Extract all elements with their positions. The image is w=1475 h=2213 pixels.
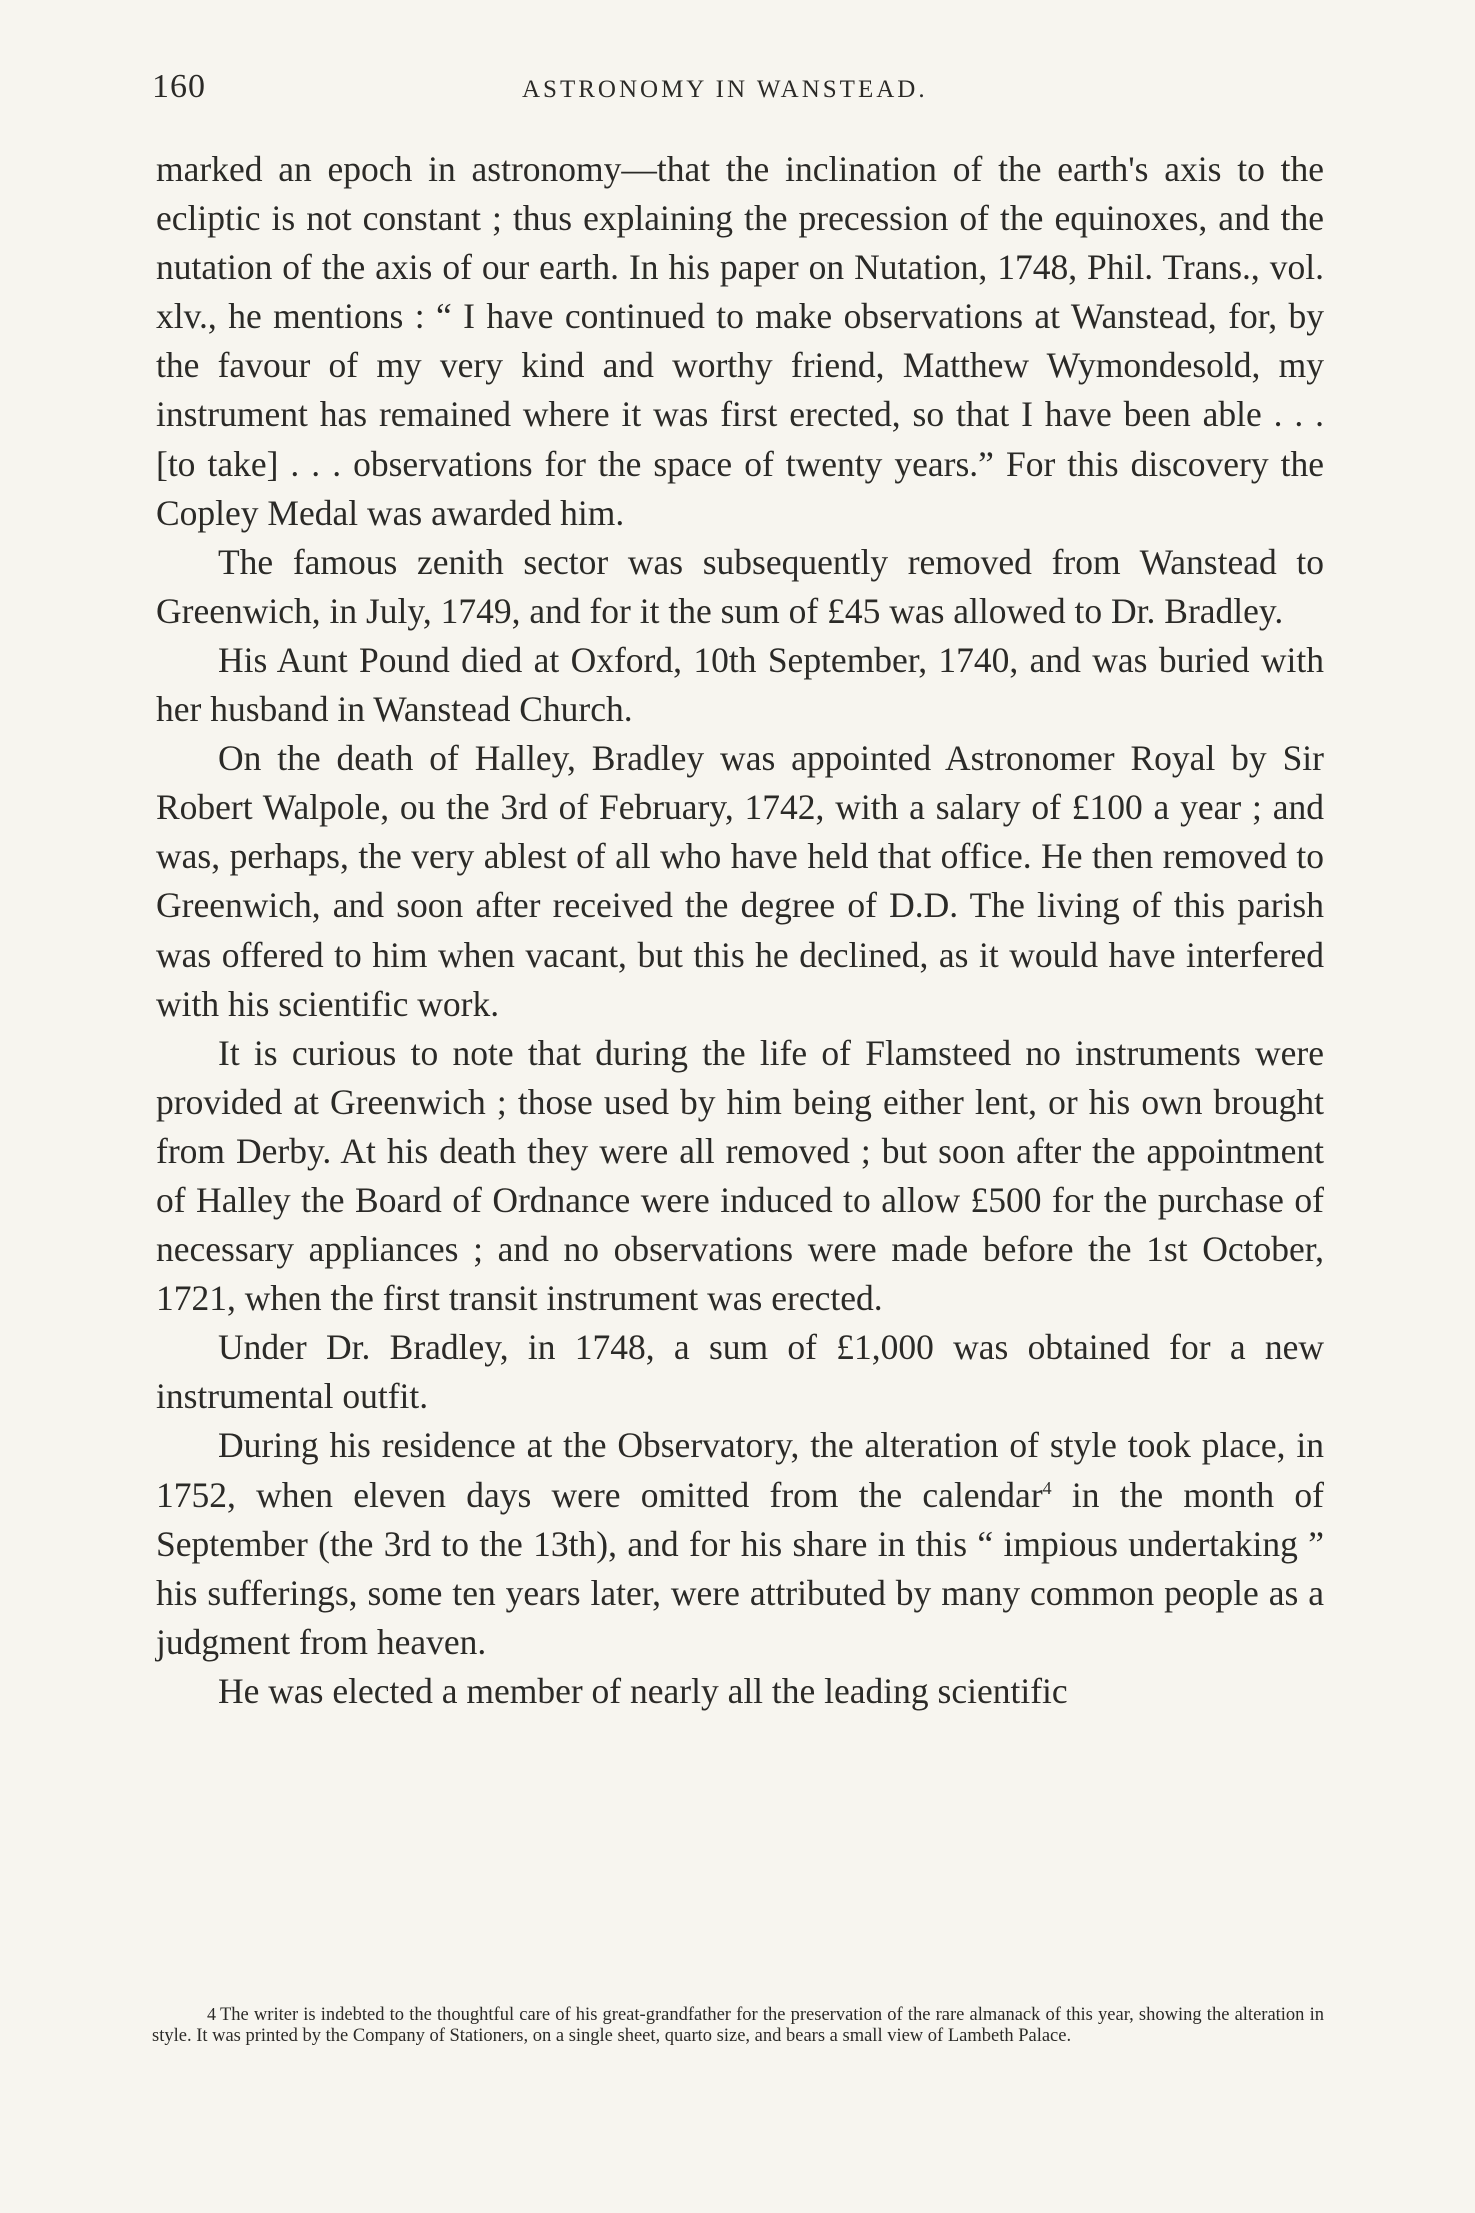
- body-text: [156, 145, 1324, 1716]
- footnote: [152, 2004, 1324, 2047]
- paragraph: His Aunt Pound died at Oxford, 10th September, 1740, and was buried with her husband in Wanstead Church.: [156, 639, 1324, 730]
- paragraph: Under Dr. Bradley, in 1748, a sum of £1,000 was obtained for a new instrumental outfit.: [156, 1327, 1324, 1417]
- paragraph-text: During his residence at the Observatory, the alteration of style took place, in 1752, when eleven days were omitted from the calendar: [156, 1425, 1324, 1515]
- page-number: 160: [152, 68, 206, 105]
- footnote-text: The writer is indebted to the thoughtful care of his great-grandfather for the preservation of the rare almanack of this year, showing the alteration in style. It was printed by the Company of Stationers, on a single sheet, quarto size, and bears a small view of Lambeth Palace.: [152, 2005, 1324, 2046]
- paragraph: [156, 1421, 1324, 1666]
- paragraph: He was elected a member of nearly all the leading scientific: [218, 1670, 1068, 1711]
- running-head: ASTRONOMY IN WANSTEAD.: [522, 76, 928, 103]
- footnotes: [152, 2004, 1324, 2047]
- footnote-marker: 4: [207, 2004, 216, 2024]
- paragraph-text: in the month of September (the 3rd to the 13th), and for his share in this “ impious undertaking ” his sufferings, some ten years later, were attributed by many common people as a judgment from heaven.: [156, 1474, 1324, 1662]
- paragraph: marked an epoch in astronomy—that the inclination of the earth's axis to the ecliptic is not constant ; thus explaining the precession of the equinoxes, and the nutation of the axis of our earth. In his paper on Nutation, 1748, Phil. Trans., vol. xlv., he mentions : “ I have continued to make observations at Wanstead, for, by the favour of my very kind and worthy friend, Matthew Wymondesold, my instrument has remained where it was first erected, so that I have been able . . . [to take] . . . observations for the space of twenty years.” For this discovery the Copley Medal was awarded him.: [156, 149, 1324, 533]
- footnote-reference: 4: [1042, 1477, 1052, 1498]
- page-header: [152, 62, 1324, 112]
- paragraph: It is curious to note that during the life of Flamsteed no instruments were provided at Greenwich ; those used by him being either lent, or his own brought from Derby. At his death they were all removed ; but soon after the appointment of Halley the Board of Ordnance were induced to allow £500 for the purchase of necessary appliances ; and no observations were made before the 1st October, 1721, when the first transit instrument was erected.: [156, 1032, 1324, 1319]
- paragraph: The famous zenith sector was subsequently removed from Wanstead to Greenwich, in July, 1749, and for it the sum of £45 was allowed to Dr. Bradley.: [156, 541, 1324, 631]
- paragraph: On the death of Halley, Bradley was appointed Astronomer Royal by Sir Robert Walpole, ou the 3rd of February, 1742, with a salary of £100 a year ; and was, perhaps, the very ablest of all who have held that office. He then removed to Greenwich, and soon after received the degree of D.D. The living of this parish was offered to him when vacant, but this he declined, as it would have interfered with his scientific work.: [156, 738, 1324, 1024]
